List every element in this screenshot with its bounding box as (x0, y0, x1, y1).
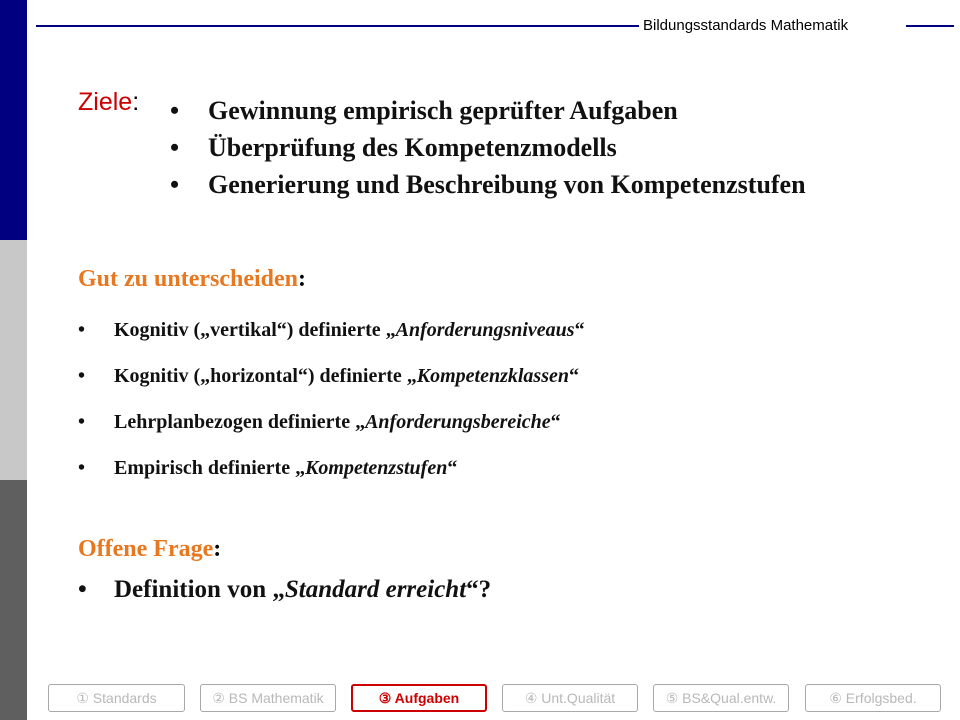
bullet-icon: • (78, 411, 86, 433)
item-prefix: Kognitiv („horizontal“) definierte „ (114, 365, 417, 387)
distinguish-title-colon: : (298, 266, 307, 292)
open-question-title (78, 536, 221, 563)
item-suffix: “ (574, 319, 585, 341)
ziele-label-text: Ziele (78, 88, 133, 116)
goal-item (170, 92, 806, 129)
sidebar-middle-band (0, 240, 27, 480)
header-rule-left (36, 25, 639, 27)
item-term: Kompetenzstufen (305, 457, 448, 479)
item-term: Anforderungsniveaus (395, 319, 575, 341)
goal-item (170, 166, 806, 203)
goal-text: Gewinnung empirisch geprüfter Aufgaben (208, 96, 678, 125)
goals-list (170, 92, 806, 203)
tab-aufgaben[interactable]: ③ Aufgaben (351, 684, 487, 712)
distinguish-item (78, 312, 585, 358)
item-term: Kompetenzklassen (416, 365, 569, 387)
item-prefix: Kognitiv („vertikal“) definierte „ (114, 319, 396, 341)
distinguish-title (78, 266, 306, 293)
tab-bs-mathematik[interactable]: ② BS Mathematik (200, 684, 336, 712)
header-title: Bildungsstandards Mathematik (643, 17, 849, 34)
goal-text: Überprüfung des Kompetenzmodells (208, 133, 617, 162)
item-suffix: “? (466, 576, 492, 603)
tab-unt-qualitaet[interactable]: ④ Unt.Qualität (502, 684, 638, 712)
item-term: Anforderungsbereiche (365, 411, 551, 433)
open-question-title-colon: : (213, 536, 222, 562)
distinguish-title-text: Gut zu unterscheiden (78, 266, 299, 292)
header-rule-right (906, 25, 954, 27)
distinguish-list (78, 312, 585, 496)
open-question-title-text: Offene Frage (78, 536, 214, 562)
sidebar-top-band (0, 0, 27, 240)
open-question-item (78, 576, 491, 604)
bullet-icon: • (78, 365, 86, 387)
distinguish-item (78, 450, 585, 496)
distinguish-item (78, 358, 585, 404)
item-suffix: “ (447, 457, 458, 479)
ziele-label (78, 88, 139, 117)
item-suffix: “ (550, 411, 561, 433)
tab-standards[interactable]: ① Standards (48, 684, 185, 712)
bullet-icon: • (78, 319, 86, 341)
item-term: Standard erreicht (284, 576, 467, 603)
item-suffix: “ (568, 365, 579, 387)
tab-bs-qual-entw[interactable]: ⑤ BS&Qual.entw. (653, 684, 789, 712)
goal-text: Generierung und Beschreibung von Kompetenzstufen (208, 170, 806, 199)
goal-item (170, 129, 806, 166)
bullet-icon: • (78, 576, 87, 603)
tab-erfolgsbed[interactable]: ⑥ Erfolgsbed. (805, 684, 941, 712)
bullet-icon: • (170, 96, 180, 125)
item-prefix: Empirisch definierte „ (114, 457, 306, 479)
ziele-label-colon: : (132, 88, 140, 116)
bullet-icon: • (78, 457, 86, 479)
item-prefix: Lehrplanbezogen definierte „ (114, 411, 366, 433)
distinguish-item (78, 404, 585, 450)
item-prefix: Definition von „ (114, 576, 285, 603)
sidebar-bottom-band (0, 480, 27, 720)
bullet-icon: • (170, 170, 180, 199)
bullet-icon: • (170, 133, 180, 162)
